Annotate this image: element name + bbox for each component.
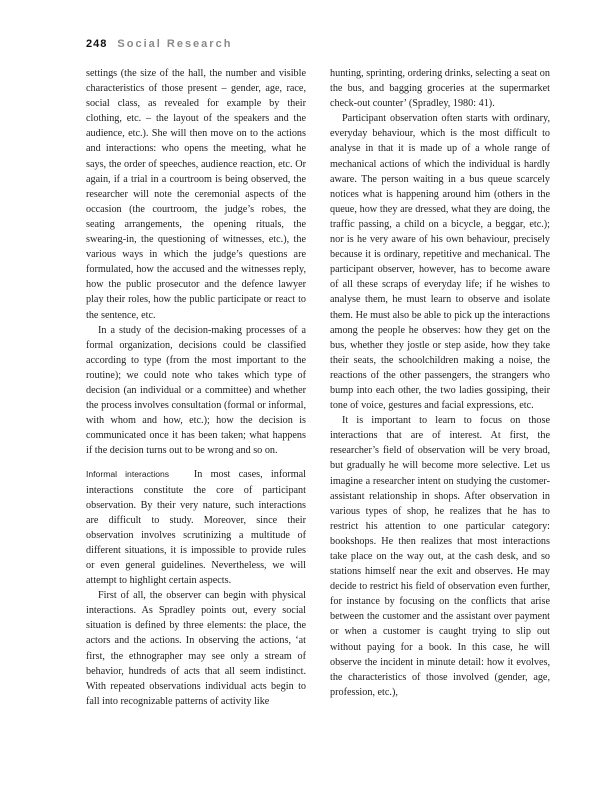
paragraph-text: In most cases, informal interactions constitute the core of participant observation. By their very nature, such interactions are difficult to study. Moreover, since their observation involves scrutinizing a multitude of different situations, it is impossible to provide rules or even general guidelines. Nevertheless, we will attempt to highlight certain aspects. bbox=[86, 469, 307, 587]
page-number: 248 bbox=[86, 38, 108, 50]
paragraph: hunting, sprinting, ordering drinks, selecting a seat on the bus, and bagging groceries at the supermarket check-out counter’ (Spradley, 1980: 41). bbox=[330, 68, 550, 110]
section-label: Informal interactions bbox=[86, 469, 170, 480]
paragraph: First of all, the observer can begin with physical interactions. As Spradley points out, every social situation is defined by three elements: the place, the actors and the actions. In observing the actions, ‘at first, the ethnographer may see only a stream of behavior, hundreds of acts that all seem indistinct. With repeated observations individual acts begin to fall into recognizable patterns of activity like bbox=[86, 590, 306, 707]
right-column bbox=[330, 66, 550, 700]
paragraph: It is important to learn to focus on those interactions that are of interest. At first, the researcher’s field of observation will be very broad, but gradually he will become more selective. Let us imagine a researcher intent on studying the customer-assistant relationship in shops. After observation in various types of shop, he realizes that he has to restrict his attention to one particular category: bookshops. He then realizes that most interactions take place on the way out, at the cash desk, and so stations himself near the exit and observes. He may decide to restrict his field of observation even further, for instance by focusing on the conflicts that arise between the customer and the assistant over payment or when a customer is caught trying to slip out without paying for a book. In this case, he will observe the incident in minute detail: how it evolves, the characteristics of those involved (gender, age, profession, etc.), bbox=[330, 415, 550, 698]
left-column bbox=[86, 66, 306, 709]
paragraph: Participant observation often starts with ordinary, everyday behaviour, which is the most difficult to analyse in that it is made up of a whole range of mechanical actions of which the individual is hardly aware. The person waiting in a bus queue scarcely notices what is happening around him (others in the queue, how they are dressed, what they are doing, the traffic passing, a child on a bicycle, a beggar, etc.); nor is he very aware of his own behaviour, precisely because it is ordinary, repetitive and mechanical. The participant observer, however, has to become aware of all these scraps of everyday life; if he wishes to analyse them, he must learn to observe and isolate them. He must also be able to pick up the interactions among the people he observes: how they get on the bus, whether they jostle or step aside, how they take their seats, the schoolchildren making a noise, the reactions of the other passengers, the strangers who bump into each other, the two ladies gossiping, their tone of voice, gestures and facial expressions, etc. bbox=[330, 113, 550, 412]
running-header bbox=[86, 38, 232, 50]
running-title: Social Research bbox=[117, 38, 233, 50]
paragraph: In a study of the decision-making processes of a formal organization, decisions could be classified according to type (from the most important to the routine); we could note who takes which type of decision (an individual or a committee) and whether the process involves consultation (formal or informal, with whom and how, etc.); how the decision is communicated once it has been taken; what happens if the decision turns out to be wrong and so on. bbox=[86, 324, 306, 457]
paragraph-with-heading bbox=[86, 467, 306, 588]
paragraph: settings (the size of the hall, the number and visible characteristics of those present – gender, age, race, social class, as revealed for example by their clothing, etc. – the layout of the speakers and the audience, etc.). She will then move on to the actions and interactions: who opens the meeting, what he says, the order of speeches, audience reaction, etc. Or again, if a trial in a courtroom is being observed, the researcher will note the ceremonial aspects of the occasion (the courtroom, the judge’s robes, the seating arrangements, the opening rituals, the swearing-in, the questioning of witnesses, etc.), the various ways in which the judge’s questions are formulated, how the accused and the witnesses reply, how the public prosecutor and the defence lawyer play their roles, how the public participate or react to the sentence, etc. bbox=[86, 68, 306, 321]
